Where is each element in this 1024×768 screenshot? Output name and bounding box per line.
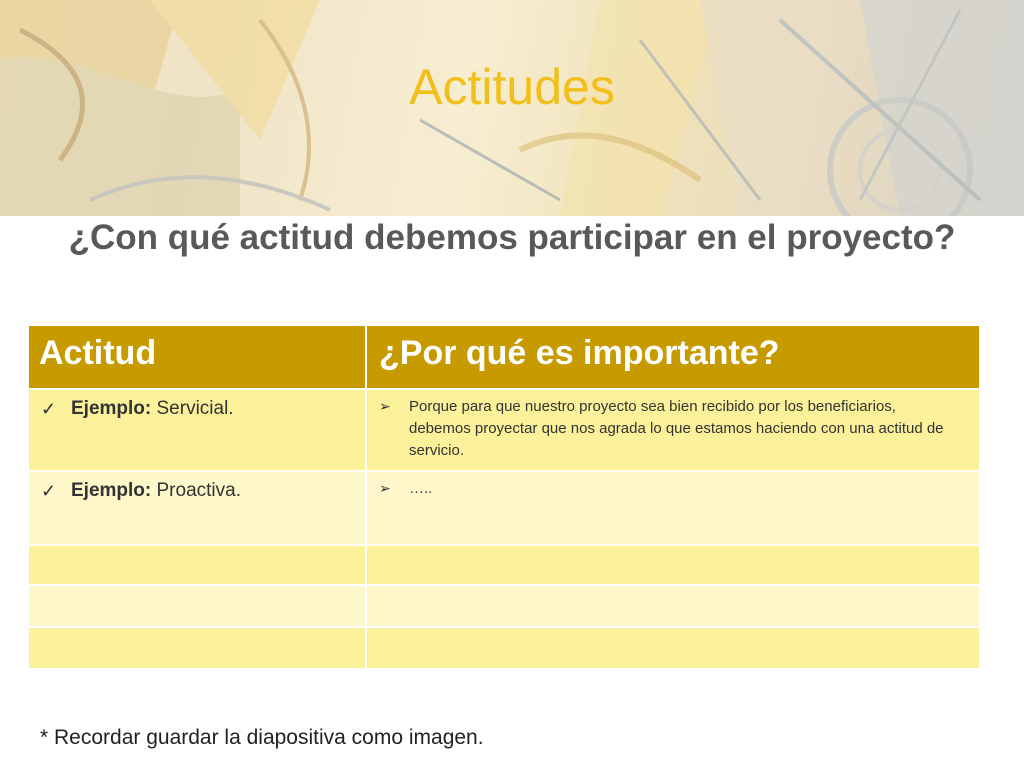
- attitude-label-value: Proactiva.: [151, 480, 241, 501]
- arrow-bullet-icon: ➢: [379, 480, 391, 496]
- reason-cell-empty[interactable]: [367, 546, 979, 586]
- check-icon: ✓: [41, 481, 57, 501]
- attitude-label-bold: Ejemplo:: [71, 480, 152, 501]
- table-row: [29, 546, 979, 586]
- reason-cell-empty[interactable]: [367, 586, 979, 628]
- reason-text: Porque para que nuestro proyecto sea bien recibido por los beneficiarios, debemos proyectar que nos agrada lo que estamos haciendo con una actitud de servicio.: [409, 398, 944, 459]
- slide-title: Actitudes: [409, 59, 615, 115]
- header-cell-importance: [367, 326, 979, 390]
- slide-footnote: * Recordar guardar la diapositiva como imagen.: [40, 726, 484, 749]
- attitude-text: [71, 398, 234, 420]
- reason-cell-empty[interactable]: [367, 628, 979, 670]
- slide-question: ¿Con qué actitud debemos participar en el proyecto?: [68, 218, 956, 257]
- attitude-cell-empty[interactable]: [29, 628, 367, 670]
- table-row: [29, 390, 979, 472]
- arrow-bullet-icon: ➢: [379, 398, 391, 414]
- attitude-label-value: Servicial.: [151, 398, 234, 419]
- table-header-row: [29, 326, 979, 390]
- table-row: [29, 472, 979, 546]
- attitude-cell: [29, 390, 367, 472]
- attitudes-table: [29, 326, 979, 670]
- table-row: [29, 628, 979, 670]
- attitude-cell-empty[interactable]: [29, 586, 367, 628]
- header-cell-attitude: [29, 326, 367, 390]
- check-icon: ✓: [41, 399, 57, 419]
- header-importance-label: ¿Por qué es importante?: [379, 334, 780, 372]
- reason-cell: [367, 390, 979, 472]
- header-attitude-label: Actitud: [39, 334, 157, 372]
- attitude-label-bold: Ejemplo:: [71, 398, 152, 419]
- attitude-cell-empty[interactable]: [29, 546, 367, 586]
- reason-cell: [367, 472, 979, 546]
- reason-text: …..: [409, 480, 433, 497]
- table-row: [29, 586, 979, 628]
- attitude-cell: [29, 472, 367, 546]
- attitude-text: [71, 480, 241, 502]
